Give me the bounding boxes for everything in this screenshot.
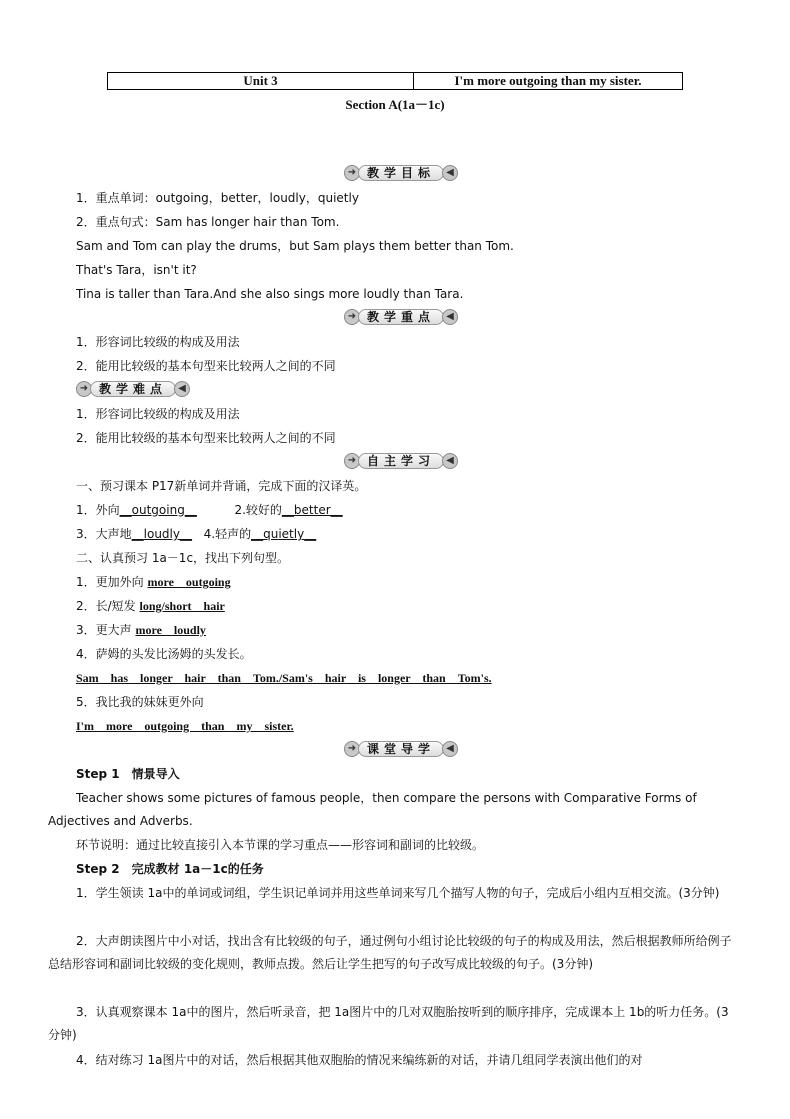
phrase-row-2: 2．长/短发 long/short hair bbox=[76, 599, 225, 613]
self-study-task1: 一、预习课本 P17新单词并背诵，完成下面的汉译英。 bbox=[76, 479, 367, 493]
arrow-left-icon: ◀ bbox=[442, 309, 458, 325]
goal-line: Sam and Tom can play the drums，but Sam plays them better than Tom. bbox=[76, 239, 514, 253]
step2-item-2: 2．大声朗读图片中小对话，找出含有比较级的句子，通过例句小组讨论比较级的句子的构成及用法，然后根据教师所给例子总结形容词和副词比较级的变化规则，教师点拨。然后让学生把写的句子改写成比较级的句子。(3分钟) bbox=[48, 934, 732, 971]
unit-label: Unit 3 bbox=[108, 73, 414, 90]
self-study-task2: 二、认真预习 1a－1c，找出下列句型。 bbox=[76, 551, 290, 565]
arrow-right-icon: ➜ bbox=[344, 741, 360, 757]
goal-line: 1．重点单词：outgoing，better，loudly，quietly bbox=[76, 191, 359, 205]
answer-outgoing: outgoing bbox=[131, 503, 185, 517]
step2-item-3: 3．认真观察课本 1a中的图片，然后听录音，把 1a图片中的几对双胞胎按听到的顺序排序，完成课本上 1b的听力任务。(3分钟) bbox=[48, 1005, 729, 1042]
arrow-left-icon: ◀ bbox=[174, 381, 190, 397]
goal-line: 2．重点句式：Sam has longer hair than Tom. bbox=[76, 215, 340, 229]
answer-loudly: loudly bbox=[143, 527, 180, 541]
answer-better: better bbox=[293, 503, 331, 517]
answer-more-outgoing: more outgoing bbox=[147, 575, 231, 589]
difficulty-line: 1．形容词比较级的构成及用法 bbox=[76, 407, 240, 421]
step1-text: Teacher shows some pictures of famous people，then compare the persons with Comparative Forms of Adjectives and Adverbs. bbox=[48, 791, 697, 828]
arrow-left-icon: ◀ bbox=[442, 741, 458, 757]
key-point-line: 1．形容词比较级的构成及用法 bbox=[76, 335, 240, 349]
arrow-right-icon: ➜ bbox=[344, 309, 360, 325]
step1-title: Step 1 情景导入 bbox=[76, 767, 180, 781]
answer-sentence-5: I'm more outgoing than my sister. bbox=[76, 719, 294, 733]
arrow-right-icon: ➜ bbox=[344, 165, 360, 181]
unit-title: I'm more outgoing than my sister. bbox=[414, 73, 683, 90]
phrase-row-3: 3．更大声 more loudly bbox=[76, 623, 206, 637]
banner-key-points: ➜ 教学重点 ◀ bbox=[344, 308, 458, 326]
vocab-row-1: 1．外向__outgoing__ 2.较好的__better__ bbox=[76, 503, 343, 517]
phrase-row-4: 4．萨姆的头发比汤姆的头发长。 bbox=[76, 647, 252, 661]
goal-line: Tina is taller than Tara.And she also sings more loudly than Tara. bbox=[76, 287, 464, 301]
difficulty-line: 2．能用比较级的基本句型来比较两人之间的不同 bbox=[76, 431, 336, 445]
arrow-right-icon: ➜ bbox=[76, 381, 92, 397]
goal-line: That's Tara，isn't it? bbox=[76, 263, 197, 277]
arrow-right-icon: ➜ bbox=[344, 453, 360, 469]
answer-sentence-4: Sam has longer hair than Tom./Sam's hair is longer than Tom's. bbox=[76, 671, 492, 685]
step2-item-4: 4．结对练习 1a图片中的对话，然后根据其他双胞胎的情况来编练新的对话，并请几组同学表演出他们的对 bbox=[76, 1053, 643, 1067]
vocab-row-2: 3．大声地__loudly__ 4.轻声的__quietly__ bbox=[76, 527, 317, 541]
banner-difficulties: ➜ 教学难点 ◀ bbox=[76, 380, 190, 398]
banner-goals: ➜ 教学目标 ◀ bbox=[344, 164, 458, 182]
key-point-line: 2．能用比较级的基本句型来比较两人之间的不同 bbox=[76, 359, 336, 373]
step1-note: 环节说明：通过比较直接引入本节课的学习重点——形容词和副词的比较级。 bbox=[76, 838, 485, 852]
banner-self-study: ➜ 自主学习 ◀ bbox=[344, 452, 458, 470]
phrase-row-5: 5．我比我的妹妹更外向 bbox=[76, 695, 204, 709]
phrase-row-1: 1．更加外向 more outgoing bbox=[76, 575, 231, 589]
answer-quietly: quietly bbox=[263, 527, 305, 541]
answer-long-short-hair: long/short hair bbox=[139, 599, 225, 613]
unit-header-table bbox=[107, 72, 683, 90]
arrow-left-icon: ◀ bbox=[442, 165, 458, 181]
step2-item-1: 1．学生领读 1a中的单词或词组，学生识记单词并用这些单词来写几个描写人物的句子，完成后小组内互相交流。(3分钟) bbox=[76, 886, 720, 900]
banner-classroom: ➜ 课堂导学 ◀ bbox=[344, 740, 458, 758]
arrow-left-icon: ◀ bbox=[442, 453, 458, 469]
section-title: Section A(1a－1c) bbox=[345, 97, 445, 112]
step2-title: Step 2 完成教材 1a－1c的任务 bbox=[76, 862, 264, 876]
answer-more-loudly: more loudly bbox=[135, 623, 206, 637]
